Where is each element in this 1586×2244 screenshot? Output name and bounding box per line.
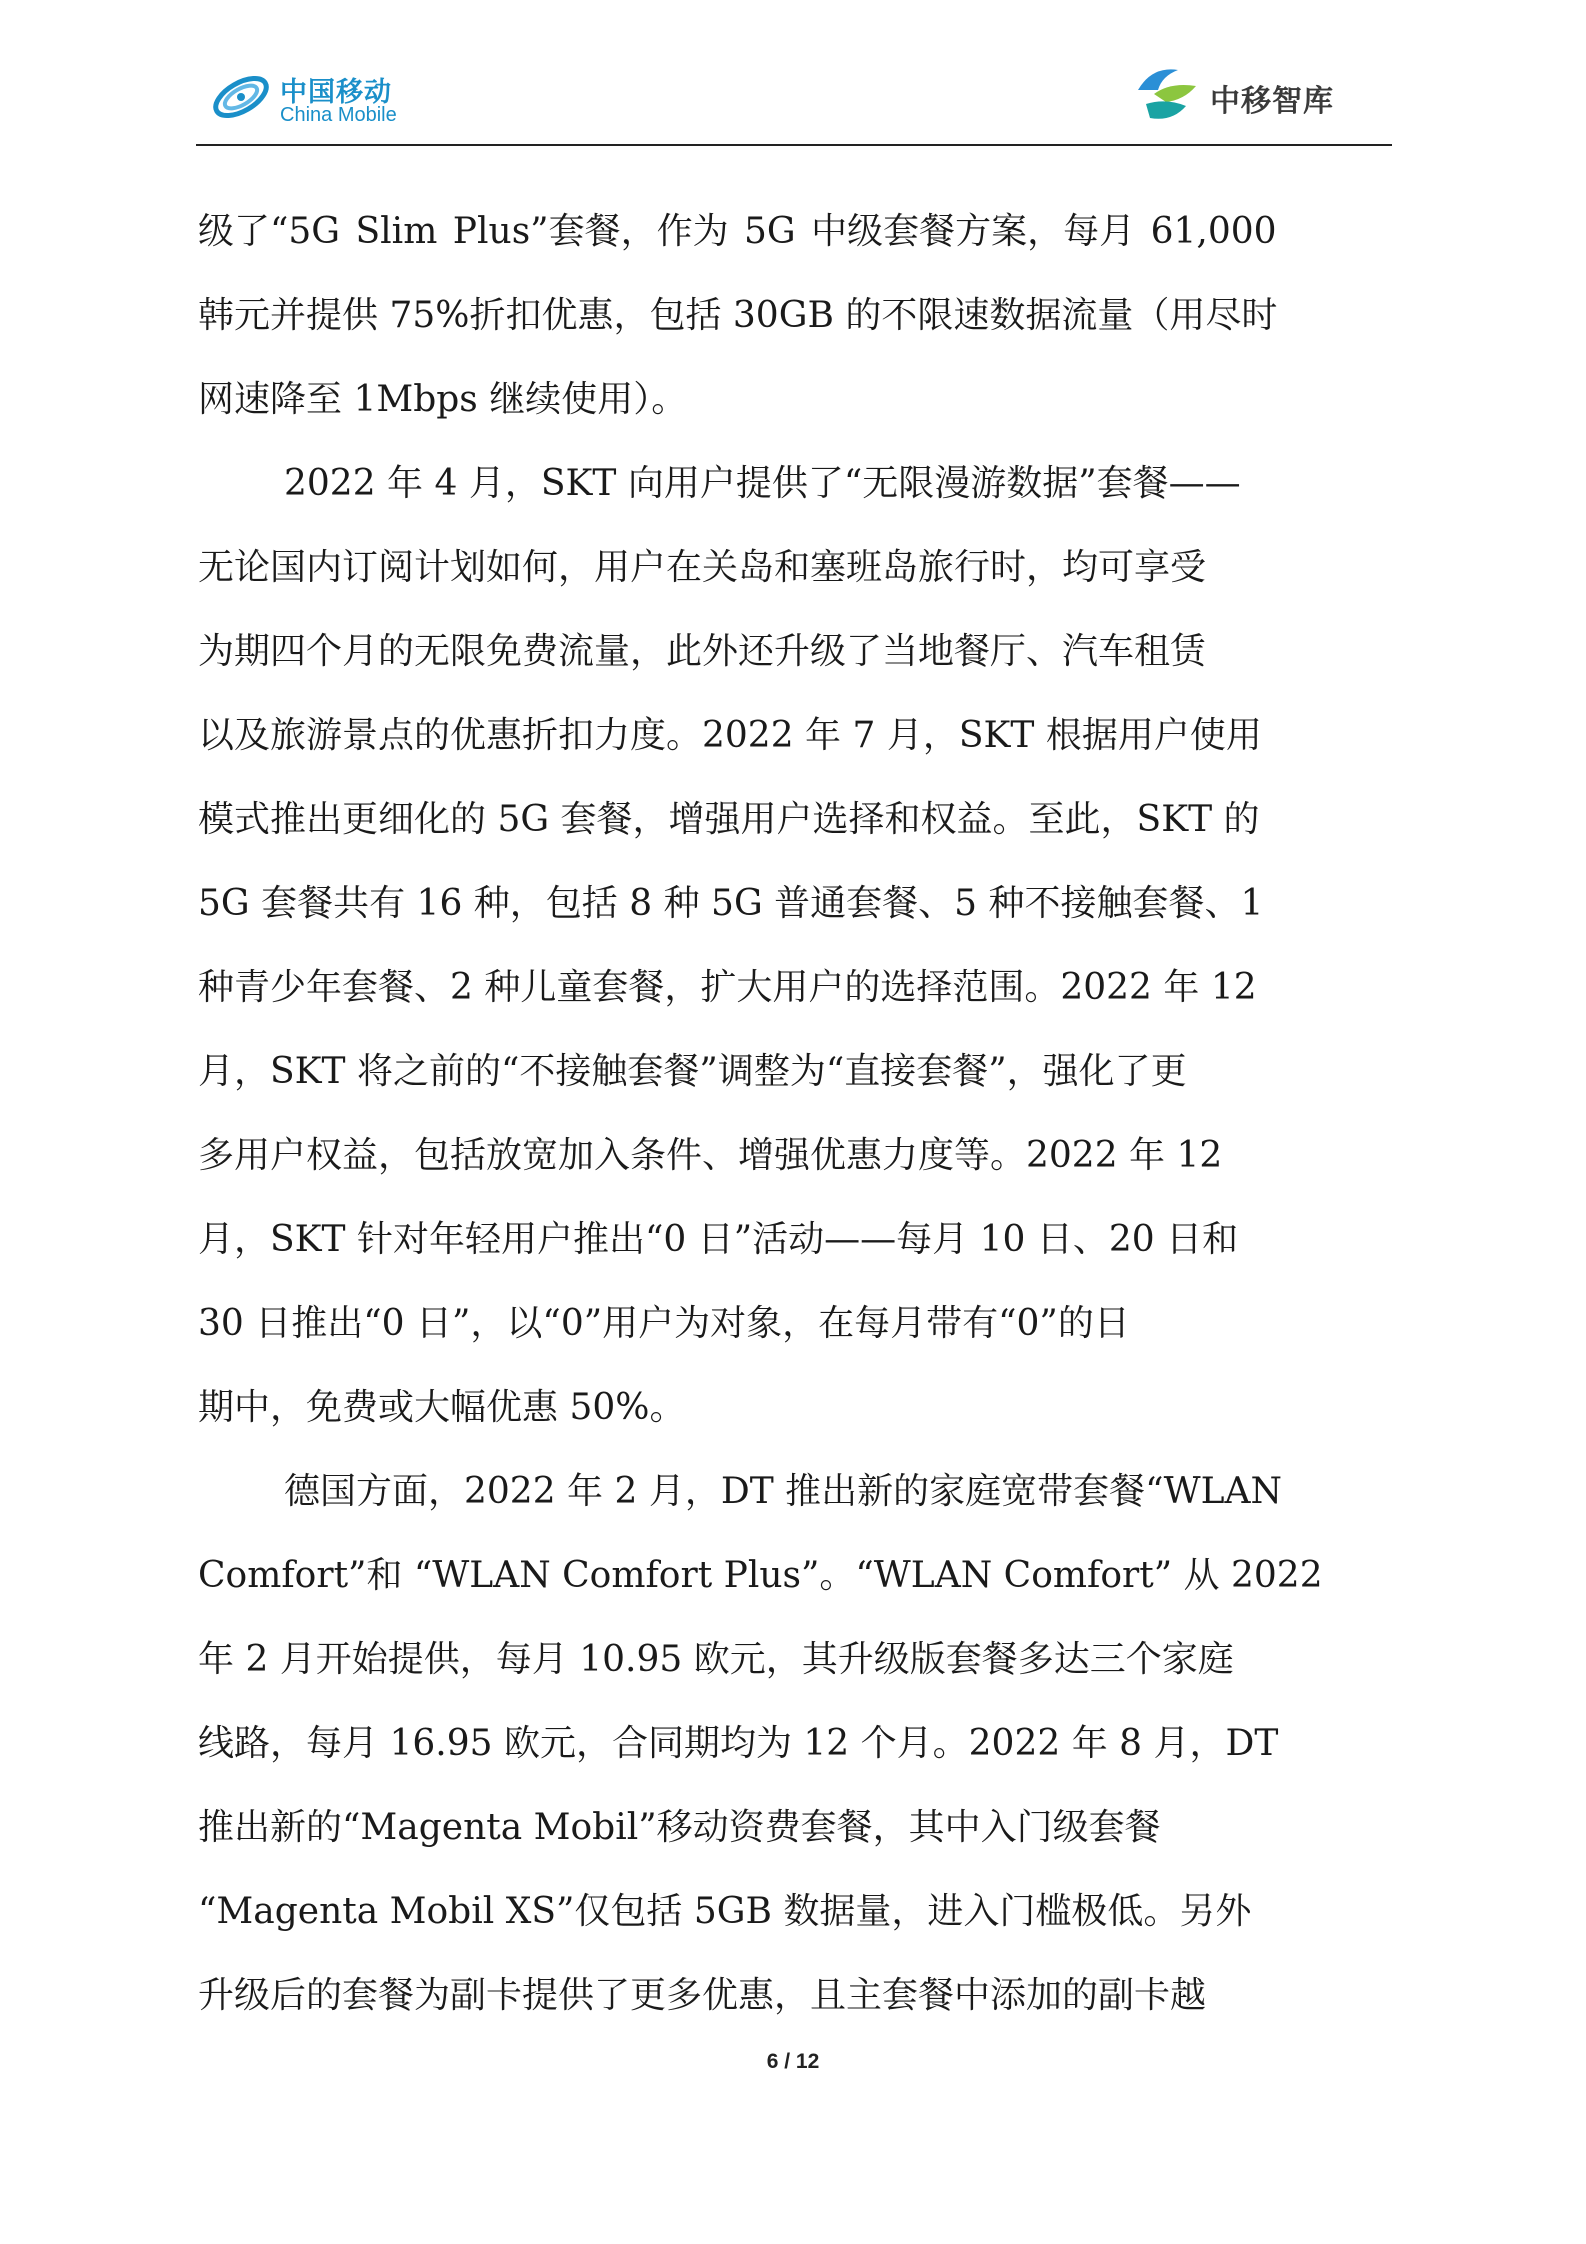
zhongyi-zhiku-name: 中移智库 xyxy=(1210,84,1334,119)
text-line: 升级后的套餐为副卡提供了更多优惠，且主套餐中添加的副卡越 xyxy=(198,1975,1207,2016)
text-line: 为期四个月的无限免费流量，此外还升级了当地餐厅、汽车租赁 xyxy=(198,631,1207,672)
zhongyi-zhiku-logo-icon xyxy=(1132,60,1202,126)
text-line: “Magenta Mobil XS”仅包括 5GB 数据量，进入门槛极低。另外 xyxy=(198,1891,1252,1932)
text-line: 韩元并提供 75%折扣优惠，包括 30GB 的不限速数据流量（用尽时 xyxy=(198,295,1278,336)
china-mobile-logo-icon xyxy=(210,66,272,128)
china-mobile-logo xyxy=(210,60,470,132)
text-line: 2022 年 4 月，SKT 向用户提供了“无限漫游数据”套餐—— xyxy=(284,463,1241,504)
text-line: 种青少年套餐、2 种儿童套餐，扩大用户的选择范围。2022 年 12 xyxy=(198,967,1257,1008)
text-line: 以及旅游景点的优惠折扣力度。2022 年 7 月，SKT 根据用户使用 xyxy=(198,715,1262,756)
page-header xyxy=(196,52,1392,144)
text-line: Comfort”和 “WLAN Comfort Plus”。“WLAN Comfort” 从 2022 xyxy=(198,1555,1323,1596)
text-line: 月，SKT 针对年轻用户推出“0 日”活动——每月 10 日、20 日和 xyxy=(198,1219,1239,1260)
text-line: 推出新的“Magenta Mobil”移动资费套餐，其中入门级套餐 xyxy=(198,1807,1161,1848)
china-mobile-cn-name: 中国移动 xyxy=(280,77,392,108)
text-line: 德国方面，2022 年 2 月，DT 推出新的家庭宽带套餐“WLAN xyxy=(284,1471,1282,1512)
header-divider xyxy=(196,144,1392,146)
text-line: 无论国内订阅计划如何，用户在关岛和塞班岛旅行时，均可享受 xyxy=(198,547,1207,588)
china-mobile-en-name: China Mobile xyxy=(280,104,397,126)
text-line: 期中，免费或大幅优惠 50%。 xyxy=(198,1387,686,1428)
text-line: 网速降至 1Mbps 继续使用）。 xyxy=(198,379,688,420)
text-line: 30 日推出“0 日”，以“0”用户为对象，在每月带有“0”的日 xyxy=(198,1303,1130,1344)
text-line: 5G 套餐共有 16 种，包括 8 种 5G 普通套餐、5 种不接触套餐、1 xyxy=(198,883,1264,924)
text-line: 模式推出更细化的 5G 套餐，增强用户选择和权益。至此，SKT 的 xyxy=(198,799,1260,840)
text-line: 级了“5G Slim Plus”套餐，作为 5G 中级套餐方案，每月 61,000 xyxy=(198,211,1277,252)
text-line: 年 2 月开始提供，每月 10.95 欧元，其升级版套餐多达三个家庭 xyxy=(198,1639,1234,1680)
text-line: 多用户权益，包括放宽加入条件、增强优惠力度等。2022 年 12 xyxy=(198,1135,1223,1176)
page-number: 6 / 12 xyxy=(766,2050,820,2073)
text-line: 月，SKT 将之前的“不接触套餐”调整为“直接套餐”，强化了更 xyxy=(198,1051,1187,1092)
zhongyi-zhiku-logo xyxy=(1132,58,1362,128)
text-line: 线路，每月 16.95 欧元，合同期均为 12 个月。2022 年 8 月，DT xyxy=(198,1723,1279,1764)
